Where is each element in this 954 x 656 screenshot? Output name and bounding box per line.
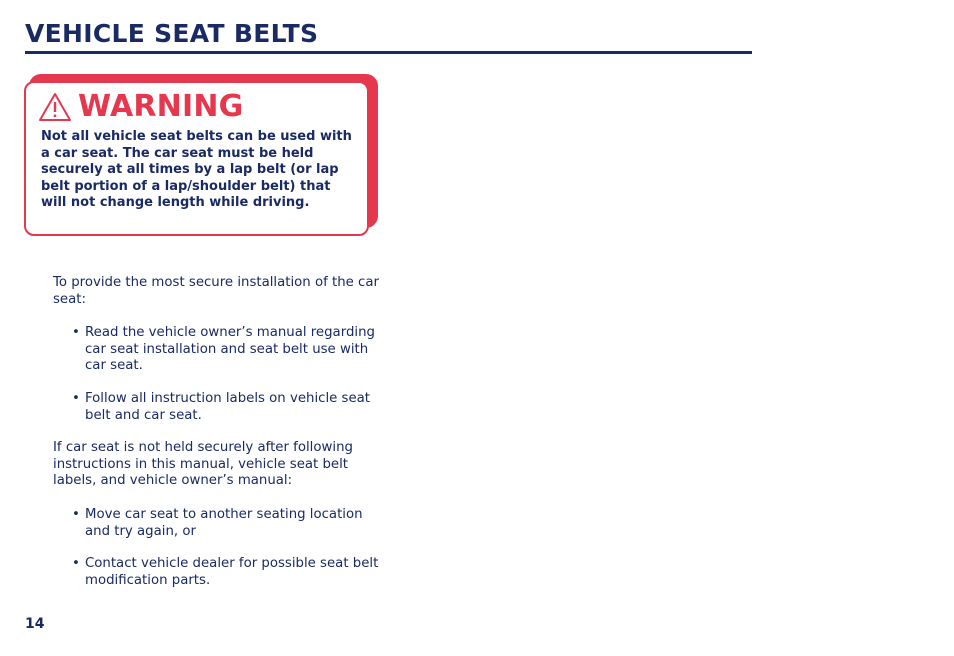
list-item-text: Follow all instruction labels on vehicle seat belt and car seat. [85, 391, 371, 423]
instructions-paragraph: If car seat is not held securely after following instructions in this manual, vehicle seat belt labels, and vehicle owner’s manual: [53, 440, 353, 488]
list-item [72, 391, 382, 424]
list-item [72, 507, 382, 540]
bullet-marker: • [72, 325, 80, 340]
warning-title: WARNING [78, 89, 244, 124]
page-number: 14 [25, 616, 45, 632]
list-item [72, 556, 382, 589]
page-title: VEHICLE SEAT BELTS [25, 19, 319, 48]
warning-header [38, 89, 243, 125]
intro-paragraph: To provide the most secure installation of the car seat: [53, 275, 379, 307]
bullet-marker: • [72, 507, 80, 522]
list-item-text: Contact vehicle dealer for possible seat belt modification parts. [85, 556, 379, 588]
title-divider [25, 51, 752, 54]
list-item-text: Move car seat to another seating location and try again, or [85, 507, 363, 539]
list-item [72, 325, 382, 375]
bullet-marker: • [72, 391, 80, 406]
warning-triangle-icon [38, 92, 72, 122]
warning-message: Not all vehicle seat belts can be used with a car seat. The car seat must be held securely at all times by a lap belt (or lap belt portion of a lap/shoulder belt) that will not change length while driving. [41, 129, 352, 210]
bullet-marker: • [72, 556, 80, 571]
list-item-text: Read the vehicle owner’s manual regarding car seat installation and seat belt use with car seat. [85, 325, 375, 373]
warning-box [24, 81, 369, 236]
